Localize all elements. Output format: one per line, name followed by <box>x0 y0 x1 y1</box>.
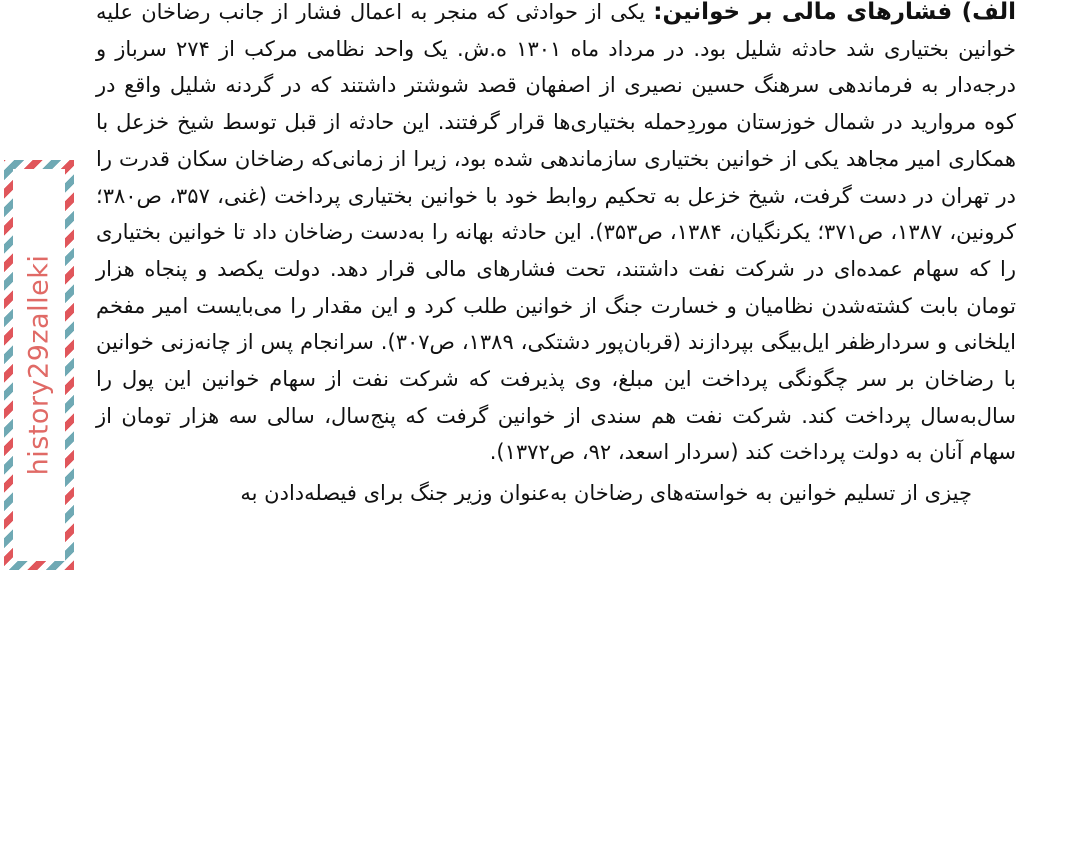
watermark-text: history29zalleki <box>23 254 55 476</box>
paragraph-1-text: یکی از حوادثی که منجر به اعمال فشار از جانب رضاخان علیه خوانین بختیاری شد حادثه شلیل بود. در مرداد ماه ۱۳۰۱ ه.ش. یک واحد نظامی مرکب از ۲۷۴ سرباز و درجه‌دار به فرماندهی سرهنگ حسین نصیری از اصفهان قصد شوشتر داشتند که در گردنه شلیل واقع در کوه مروارید در شمال خوزستان موردِحمله بختیاری‌ها قرار گرفتند. این حادثه از قبل توسط شیخ خزعل با همکاری امیر مجاهد یکی از خوانین بختیاری سازماندهی شده بود، زیرا از زمانی‌که رضاخان سکان قدرت را در تهران در دست گرفت، شیخ خزعل به تحکیم روابط خود با خوانین بختیاری پرداخت (غنی، ۳۵۷، ص۳۸۰؛ کرونین، ۱۳۸۷، ص۳۷۱؛ یکرنگیان، ۱۳۸۴، ص۳۵۳). این حادثه بهانه را به‌دست رضاخان داد تا خوانین بختیاری را که سهام عمده‌ای در شرکت نفت داشتند، تحت فشارهای مالی قرار دهد. دولت یکصد و پنجاه هزار تومان بابت کشته‌شدن نظامیان و خسارت جنگ از خوانین طلب کرد و این مقدار را می‌بایست امیر مفخم ایلخانی و سردارظفر ایل‌بیگی بپردازند (قربان‌پور دشتکی، ۱۳۸۹، ص۳۰۷). سرانجام پس از چانه‌زنی خوانین با رضاخان بر سر چگونگی پرداخت این مبلغ، وی پذیرفت که شرکت نفت از سهام خوانین این پول را سال‌به‌سال پرداخت کند. شرکت نفت هم سندی از خوانین گرفت که پنج‌سال، سالی سه هزار تومان از سهام آنان به دولت پرداخت کند (سردار اسعد، ۹۲، ص۱۳۷۲). <box>96 0 1017 465</box>
paragraph-2: چیزی از تسلیم خوانین به خواسته‌های رضاخان به‌عنوان وزیر جنگ برای فیصله‌دادن به <box>240 481 972 506</box>
section-heading: الف) فشارهای مالی بر خوانین: <box>653 0 1016 25</box>
paragraph-1 <box>96 0 1016 471</box>
watermark-stamp <box>4 160 74 570</box>
document-body <box>96 0 1016 512</box>
